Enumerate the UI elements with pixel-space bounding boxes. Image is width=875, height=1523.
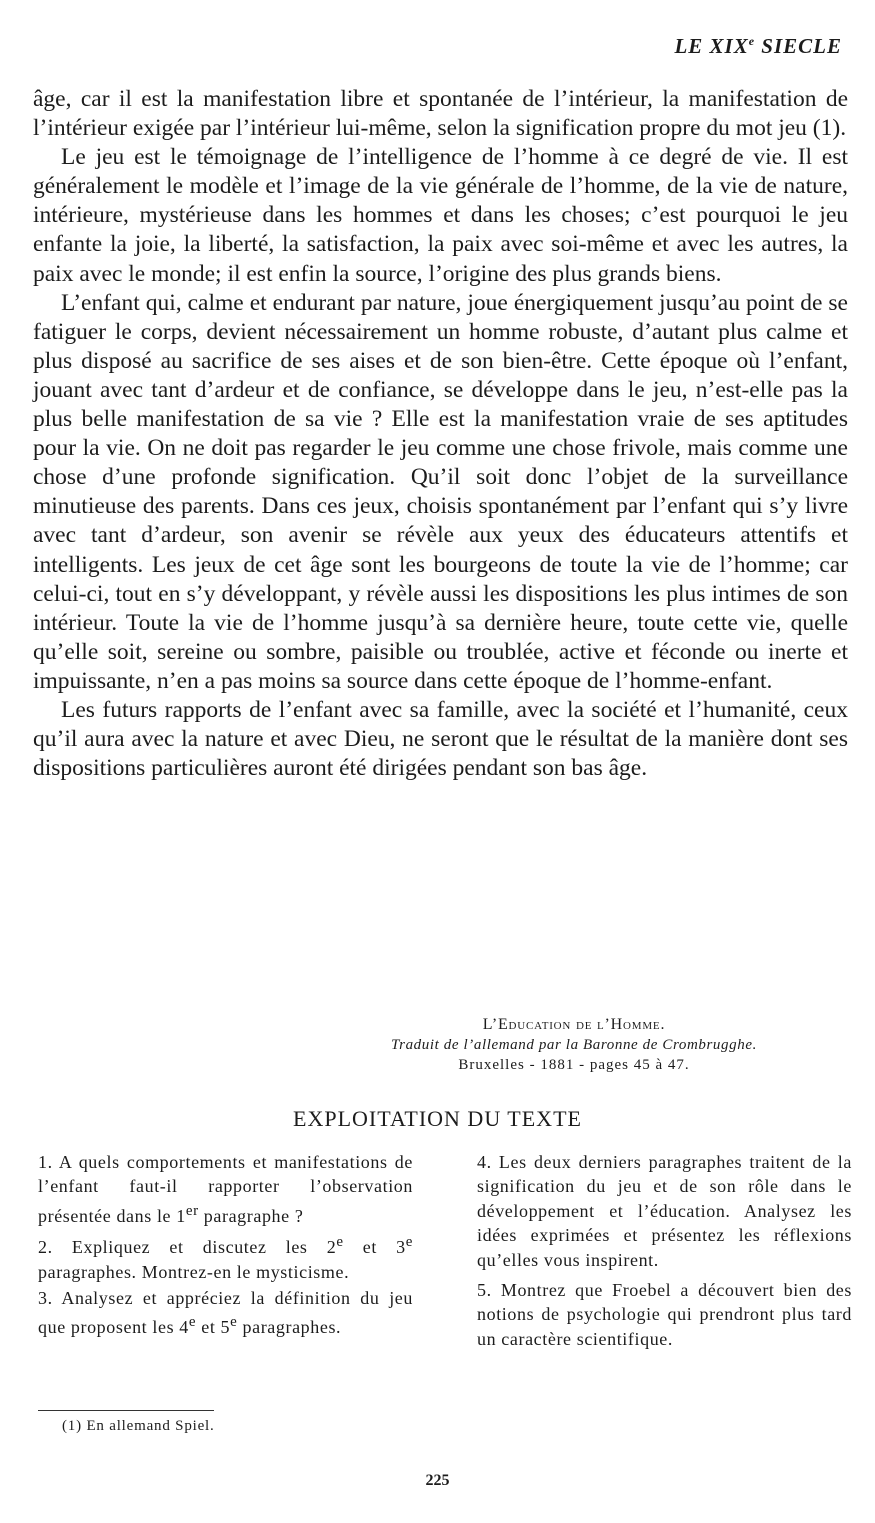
section-title: EXPLOITATION DU TEXTE	[293, 1106, 582, 1131]
question-5: 5. Montrez que Froebel a découvert bien des notions de psychologie qui prendront plus tard un caractère scientifique.	[477, 1280, 852, 1349]
footnote: (1) En allemand Spiel.	[62, 1418, 215, 1434]
running-head: LE XIXe SIECLE	[674, 34, 842, 58]
paragraph-3: L’enfant qui, calme et endurant par nature, joue énergiquement jusqu’au point de se fatiguer le corps, devient nécessairement un homme robuste, d’autant plus calme et plus disposé au sacrifice de ses aises et de son bien-être. Cette époque où l’enfant, jouant avec tant d’ardeur et de confiance, se développe dans le jeu, n’est-elle pas la plus belle manifestation de sa vie ? Elle est la manifestation vraie de ses aptitudes pour la vie. On ne doit pas regarder le jeu comme une chose frivole, mais comme une chose d’une profonde signification. Qu’il soit donc l’objet de la surveillance minutieuse des parents. Dans ces jeux, choisis spontanément par l’enfant qui s’y livre avec tant d’ardeur, son avenir se révèle aux yeux des éducateurs attentifs et intelligents. Les jeux de cet âge sont les bourgeons de toute la vie de l’homme; car celui-ci, tout en s’y développant, y révèle aussi les dispositions les plus intimes de son intérieur. Toute la vie de l’homme jusqu’à sa dernière heure, toute cette vie, quelle qu’elle soit, sereine ou sombre, paisible ou troublée, active et féconde ou inerte et impuissante, n’en a pas moins sa source dans cette époque de l’homme-enfant.	[33, 289, 848, 694]
source-citation	[300, 1015, 848, 1075]
translation-credit: Traduit de l’allemand par la Baronne de Crombrugghe.	[391, 1037, 757, 1053]
question-1: 1. A quels comportements et manifestations de l’enfant faut-il rapporter l’observation présentée dans le 1er paragraphe ?	[38, 1152, 413, 1226]
question-4: 4. Les deux derniers paragraphes traitent de la signification du jeu et de son rôle dans le développement et l’éducation. Analysez les idées exprimées et présentez les réflexions qu’elles vous inspirent.	[477, 1152, 852, 1270]
footnote-rule	[38, 1410, 214, 1411]
paragraph-2: Le jeu est le témoignage de l’intelligence de l’homme à ce degré de vie. Il est généralement le modèle et l’image de la vie générale de l’homme, de la vie de nature, intérieure, mystérieuse dans les hommes et dans les choses; c’est pourquoi le jeu enfante la joie, la liberté, la satisfaction, la paix avec soi-même et avec les autres, la paix avec le monde; il est enfin la source, l’origine des plus grands biens.	[33, 144, 848, 287]
page-number: 225	[425, 1472, 450, 1489]
question-3: 3. Analysez et appréciez la définition du jeu que proposent les 4e et 5e paragraphes.	[38, 1288, 413, 1338]
question-2: 2. Expliquez et discutez les 2e et 3e paragraphes. Montrez-en le mysticisme.	[38, 1234, 414, 1282]
questions-left-column	[38, 1150, 413, 1342]
paragraph-1: âge, car il est la manifestation libre et spontanée de l’intérieur, la manifestation de l’intérieur exigée par l’intérieur lui-même, selon la signification propre du mot jeu (1).	[33, 86, 848, 142]
questions-right-column	[477, 1150, 852, 1353]
main-text	[33, 85, 848, 783]
paragraph-4: Les futurs rapports de l’enfant avec sa famille, avec la société et l’humanité, ceux qu’il aura avec la nature et avec Dieu, ne seront que le résultat de la manière dont ses dispositions particulières auront été dirigées pendant son bas âge.	[33, 696, 848, 782]
publication-info: Bruxelles - 1881 - pages 45 à 47.	[458, 1057, 690, 1073]
work-title: L’Education de l’Homme.	[482, 1016, 666, 1033]
